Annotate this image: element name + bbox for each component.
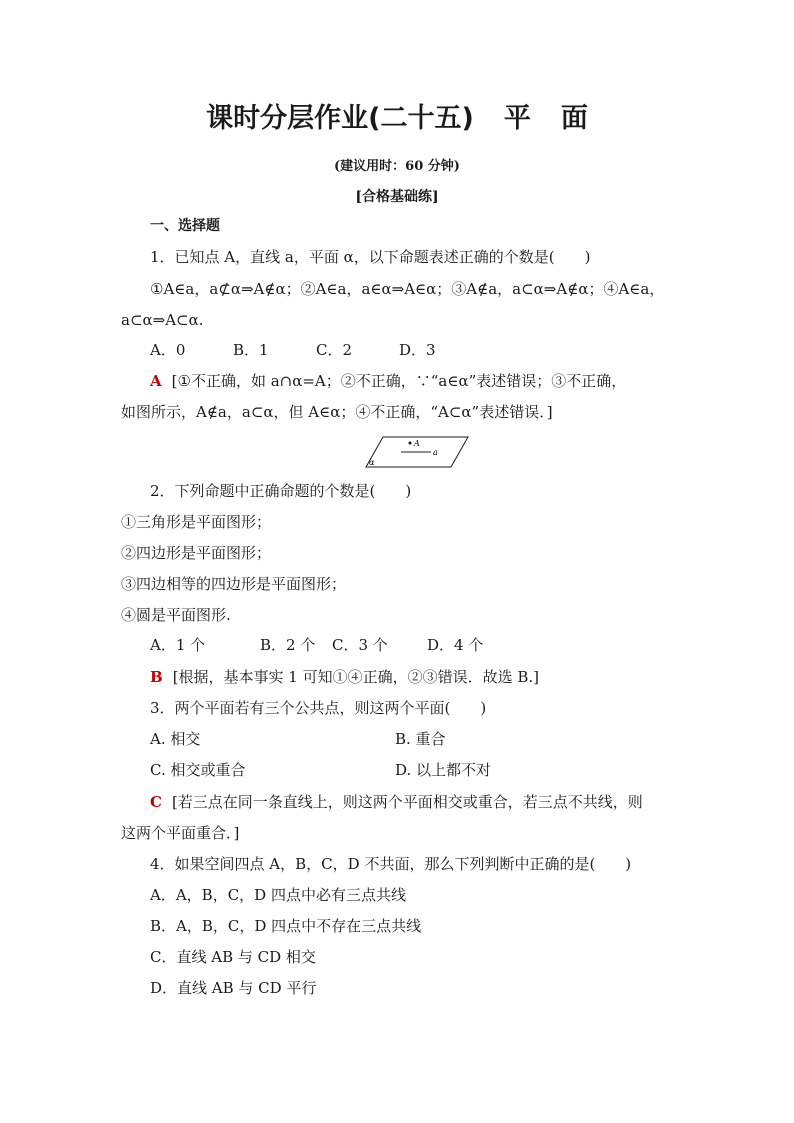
point-a-dot [409,442,412,445]
q3-option-c: C. 相交或重合 [150,761,246,779]
q1-statement-line-2: a⊂α⇒A⊂α. [121,311,204,329]
q3-options-row-2 [150,760,491,780]
q2-answer-letter: B [150,668,163,686]
q4-stem: 4．如果空间四点 A，B，C，D 不共面，那么下列判断中正确的是( ) [150,855,632,873]
q3-answer-letter: C [150,793,162,811]
q1-option-b: B．1 [233,341,269,359]
q3-stem: 3．两个平面若有三个公共点，则这两个平面( ) [150,699,487,717]
line-a-label: a [433,448,438,457]
q1-option-d: D．3 [399,341,436,359]
page-title [0,96,794,135]
q4-option-d: D．直线 AB 与 CD 平行 [150,979,317,997]
title-char-1: 平 [503,103,531,134]
q2-option-a: A．1 个 [150,636,206,654]
q4-option-b: B．A，B，C，D 四点中不存在三点共线 [150,917,422,935]
q3-option-d: D. 以上都不对 [395,761,492,779]
q1-answer-text-1: [①不正确，如 a∩α=A；②不正确，∵“a∈α”表述错误；③不正确， [171,372,627,390]
q2-option-b: B．2 个 [260,636,316,654]
q2-answer [150,667,539,687]
q1-answer-letter: A [150,372,162,390]
q1-option-a: A．0 [150,341,186,359]
section-label: [合格基础练] [355,189,439,205]
q4-option-c: C．直线 AB 与 CD 相交 [150,948,316,966]
q3-option-b: B. 重合 [395,730,446,748]
q2-statement-4: ④圆是平面图形. [121,606,231,624]
q2-option-c: C．3 个 [332,636,388,654]
title-char-2: 面 [560,103,588,134]
time-note: (建议用时：60 分钟) [334,159,460,174]
q2-statement-2: ②四边形是平面图形； [121,544,272,562]
point-a-label: A [414,439,420,448]
q3-answer-text-1: [若三点在同一条直线上，则这两个平面相交或重合，若三点不共线，则 [171,793,643,811]
plane-alpha-label: α [369,458,375,467]
q3-option-a: A. 相交 [150,730,201,748]
q4-option-a: A．A，B，C，D 四点中必有三点共线 [150,886,406,904]
q2-option-d: D．4 个 [427,636,484,654]
q1-options [150,340,436,360]
q2-options [150,635,483,655]
part-heading: 一、选择题 [150,218,220,234]
q1-stem: 1．已知点 A，直线 a，平面 α，以下命题表述正确的个数是( ) [150,248,591,266]
q1-answer-line-2: 如图所示，A∉a，a⊂α，但 A∈α；④不正确，“A⊂α”表述错误．] [121,403,553,421]
q1-option-c: C．2 [316,341,353,359]
q1-statement-line-1: ①A∈a，a⊄α⇒A∉α；②A∈a，a∈α⇒A∈α；③A∉a，a⊂α⇒A∉α；④A∈a， [150,280,665,298]
title-main: 课时分层作业(二十五) [206,103,474,134]
q2-statement-1: ①三角形是平面图形； [121,513,272,531]
q1-answer-line-1 [150,371,626,391]
q2-statement-3: ③四边相等的四边形是平面图形； [121,575,347,593]
q3-answer-line-2: 这两个平面重合．] [121,824,240,842]
plane-diagram [365,436,469,468]
q2-stem: 2．下列命题中正确命题的个数是( ) [150,482,412,500]
q3-options-row-1 [150,729,446,749]
q3-answer-line-1 [150,792,643,812]
q2-answer-text: [根据，基本事实 1 可知①④正确，②③错误．故选 B.] [172,668,540,686]
